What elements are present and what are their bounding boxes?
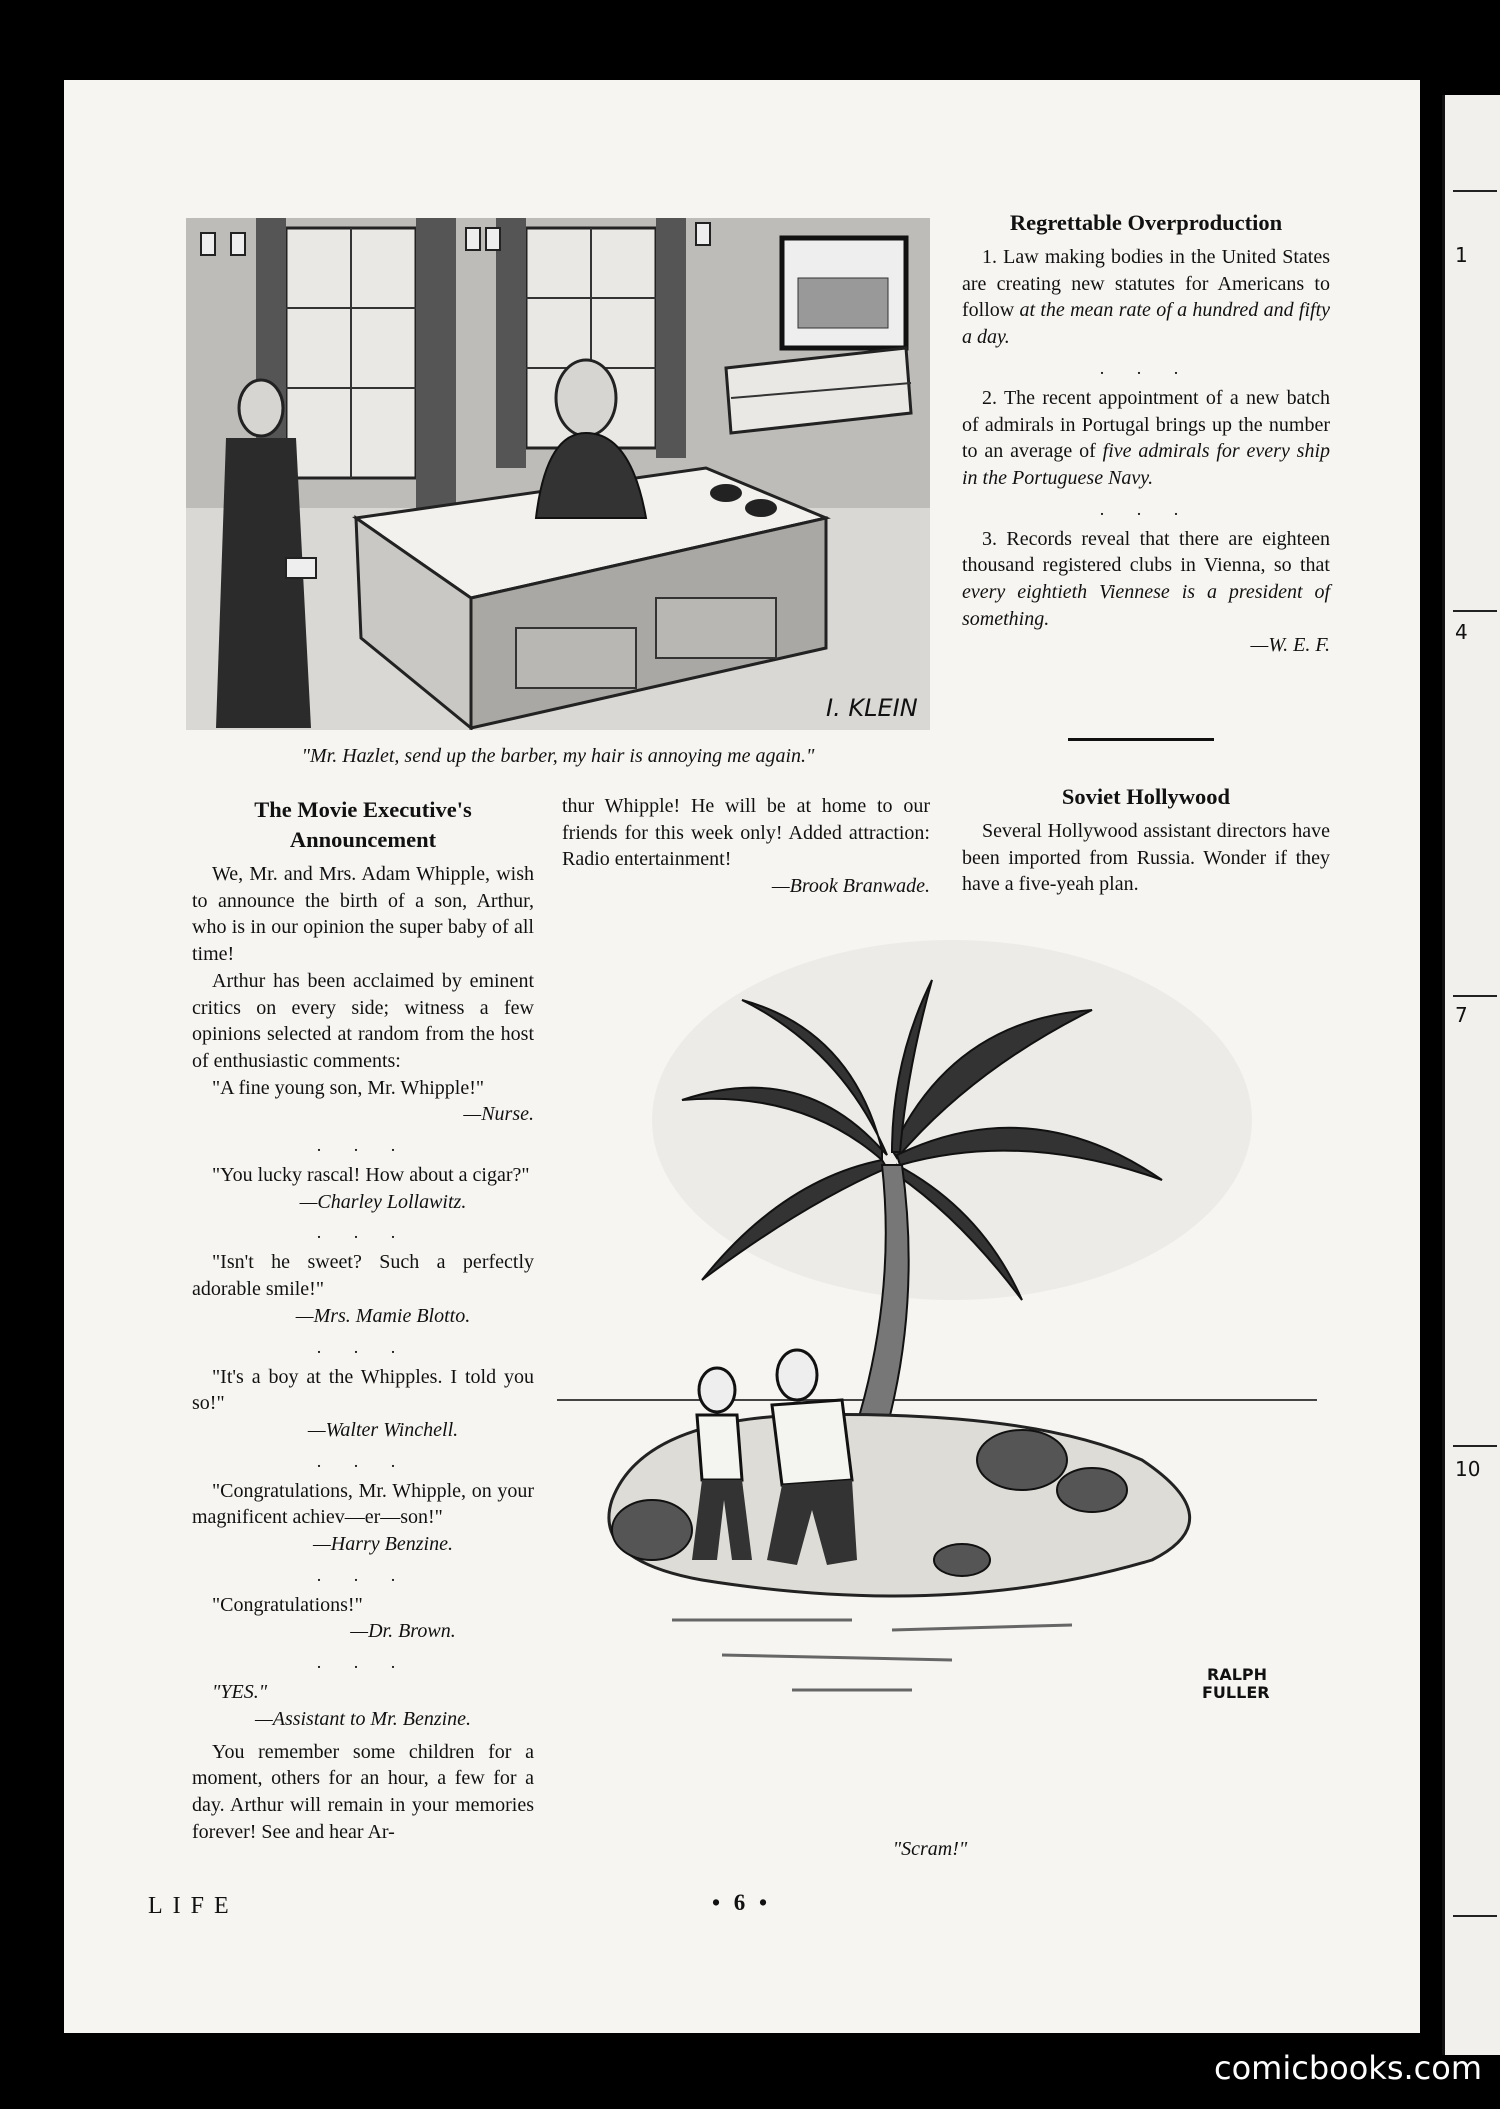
soviet-hollywood-title: Soviet Hollywood <box>1061 784 1231 809</box>
section-dots: . . . <box>1099 357 1193 378</box>
section-dots: . . . <box>316 1450 410 1471</box>
telephone-icon <box>710 484 742 502</box>
section-dots: . . . <box>316 1652 410 1673</box>
section-dots: . . . <box>316 1222 410 1243</box>
strip-panel-border <box>1453 1915 1497 1917</box>
island-cartoon-caption: "Scram!" <box>892 1838 968 1860</box>
testimonial-credit: —Charley Lollawitz. <box>299 1190 467 1213</box>
magazine-name: LIFE <box>148 1893 239 1919</box>
movie-announcement-title: The Movie Executive's Announcement <box>254 797 472 852</box>
announcement-paragraph: Arthur has been acclaimed by eminent critics on every side; witness a few opinions selected at random from the host of enthusiastic comments: <box>192 969 534 1072</box>
testimonial-quote: "Congratulations, Mr. Whipple, on your magnificent achiev—er—son!" <box>192 1479 534 1529</box>
announcement-paragraph: We, Mr. and Mrs. Adam Whipple, wish to announce the birth of a son, Arthur, who is in our opinion the super baby of all time! <box>192 863 534 966</box>
page-number: • 6 • <box>712 1890 772 1915</box>
overproduction-item-1: 1. Law making bodies in the United States are creating new statutes for Americans to follow at the mean rate of a hundred and fifty a day. <box>962 246 1330 349</box>
testimonial-quote: "Congratulations!" <box>212 1593 363 1616</box>
island-cartoon-illustration <box>552 920 1322 1800</box>
section-divider <box>1068 738 1214 741</box>
overproduction-credit: —W. E. F. <box>1250 634 1330 657</box>
overproduction-item-2: 2. The recent appointment of a new batch of admirals in Portugal brings up the number to an average of five admirals for every ship in the Portuguese Navy. <box>962 386 1330 489</box>
soviet-hollywood-article <box>962 782 1330 898</box>
strip-panel-border <box>1453 190 1497 192</box>
testimonial-credit: —Harry Benzine. <box>313 1533 453 1556</box>
testimonial-credit: —Assistant to Mr. Benzine. <box>254 1707 472 1730</box>
movie-announcement-article <box>192 795 534 1845</box>
testimonial-credit: —Dr. Brown. <box>350 1620 456 1643</box>
cartoon-signature: FULLER <box>1202 1683 1270 1702</box>
section-dots: . . . <box>316 1135 410 1156</box>
strip-panel-number: 4 <box>1455 620 1468 644</box>
overproduction-item-3: 3. Records reveal that there are eighteen thousand registered clubs in Vienna, so that every eightieth Viennese is a president of something. <box>962 527 1330 630</box>
strip-panel-number: 1 <box>1455 243 1468 267</box>
telephone-icon <box>745 499 777 517</box>
site-watermark: comicbooks.com <box>1213 2049 1482 2087</box>
strip-panel-border <box>1453 1445 1497 1447</box>
testimonial-quote: "A fine young son, Mr. Whipple!" <box>212 1076 485 1099</box>
overproduction-article <box>962 208 1330 659</box>
announcement-paragraph: thur Whipple! He will be at home to our friends for this week only! Added attraction: Radio entertainment! <box>562 795 930 871</box>
testimonial-credit: —Nurse. <box>463 1103 534 1126</box>
announcement-paragraph: You remember some children for a moment, others for an hour, a few for a day. Arthur will remain in your memories forever! See and hear Ar- <box>192 1740 534 1843</box>
cartoon-signature: I. KLEIN <box>826 694 918 722</box>
office-cartoon-caption: "Mr. Hazlet, send up the barber, my hair is annoying me again." <box>301 745 815 767</box>
strip-panel-border <box>1453 610 1497 612</box>
adjacent-page-strip <box>1442 95 1500 2055</box>
movie-announcement-continued <box>562 793 930 900</box>
testimonial-quote: "You lucky rascal! How about a cigar?" <box>212 1164 530 1187</box>
testimonial-credit: —Mrs. Mamie Blotto. <box>295 1304 471 1327</box>
strip-panel-number: 7 <box>1455 1003 1468 1027</box>
soviet-hollywood-text: Several Hollywood assistant directors have been imported from Russia. Wonder if they have a five-yeah plan. <box>962 820 1330 896</box>
strip-panel-border <box>1453 995 1497 997</box>
testimonial-quote: "Isn't he sweet? Such a perfectly adorable smile!" <box>192 1251 534 1301</box>
testimonial-credit: —Walter Winchell. <box>307 1418 459 1441</box>
strip-panel-number: 10 <box>1455 1457 1481 1481</box>
announcement-credit: —Brook Branwade. <box>771 875 930 898</box>
office-cartoon-illustration <box>186 218 930 730</box>
overproduction-title: Regrettable Overproduction <box>1009 210 1283 235</box>
section-dots: . . . <box>316 1564 410 1585</box>
testimonial-quote: "YES." <box>212 1681 268 1704</box>
section-dots: . . . <box>316 1336 410 1357</box>
section-dots: . . . <box>1099 498 1193 519</box>
cartoon-signature: RALPH <box>1207 1665 1268 1684</box>
testimonial-quote: "It's a boy at the Whipples. I told you so!" <box>192 1365 534 1415</box>
